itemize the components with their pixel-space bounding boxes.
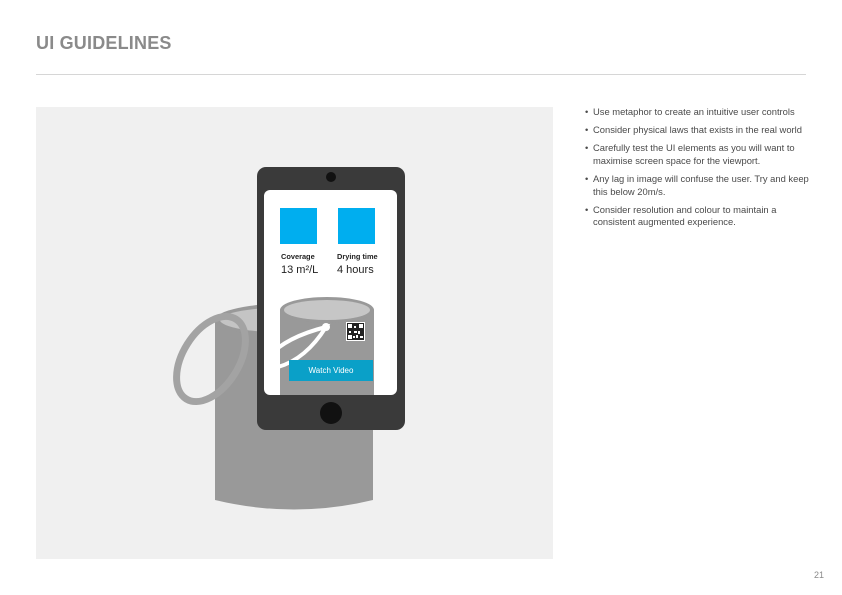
watch-video-button[interactable]: Watch Video — [289, 360, 373, 381]
guideline-item: • Consider resolution and colour to maintain a consistent augmented experience. — [585, 204, 810, 230]
coverage-tile — [280, 208, 317, 244]
page-title: UI GUIDELINES — [36, 33, 172, 53]
drying-time-label: Drying time — [337, 252, 378, 261]
guideline-item: • Carefully test the UI elements as you will want to maximise screen space for the viewport. — [585, 142, 810, 168]
drying-time-tile — [338, 208, 375, 244]
qr-code-icon — [346, 322, 365, 341]
phone-mockup — [257, 167, 405, 430]
guideline-item: • Consider physical laws that exists in the real world — [585, 124, 810, 137]
title-divider — [36, 74, 806, 75]
guideline-item: • Any lag in image will confuse the user. Try and keep this below 20m/s. — [585, 173, 810, 199]
guidelines-list — [585, 106, 810, 234]
coverage-label: Coverage — [281, 252, 315, 261]
guideline-item: • Use metaphor to create an intuitive user controls — [585, 106, 810, 119]
illustration-panel — [36, 107, 553, 559]
coverage-value: 13 m²/L — [281, 264, 319, 276]
drying-time-value: 4 hours — [337, 264, 374, 276]
page-number: 21 — [814, 570, 825, 580]
camera-icon — [326, 172, 336, 182]
ar-illustration — [36, 107, 553, 559]
home-button-icon — [320, 402, 342, 424]
